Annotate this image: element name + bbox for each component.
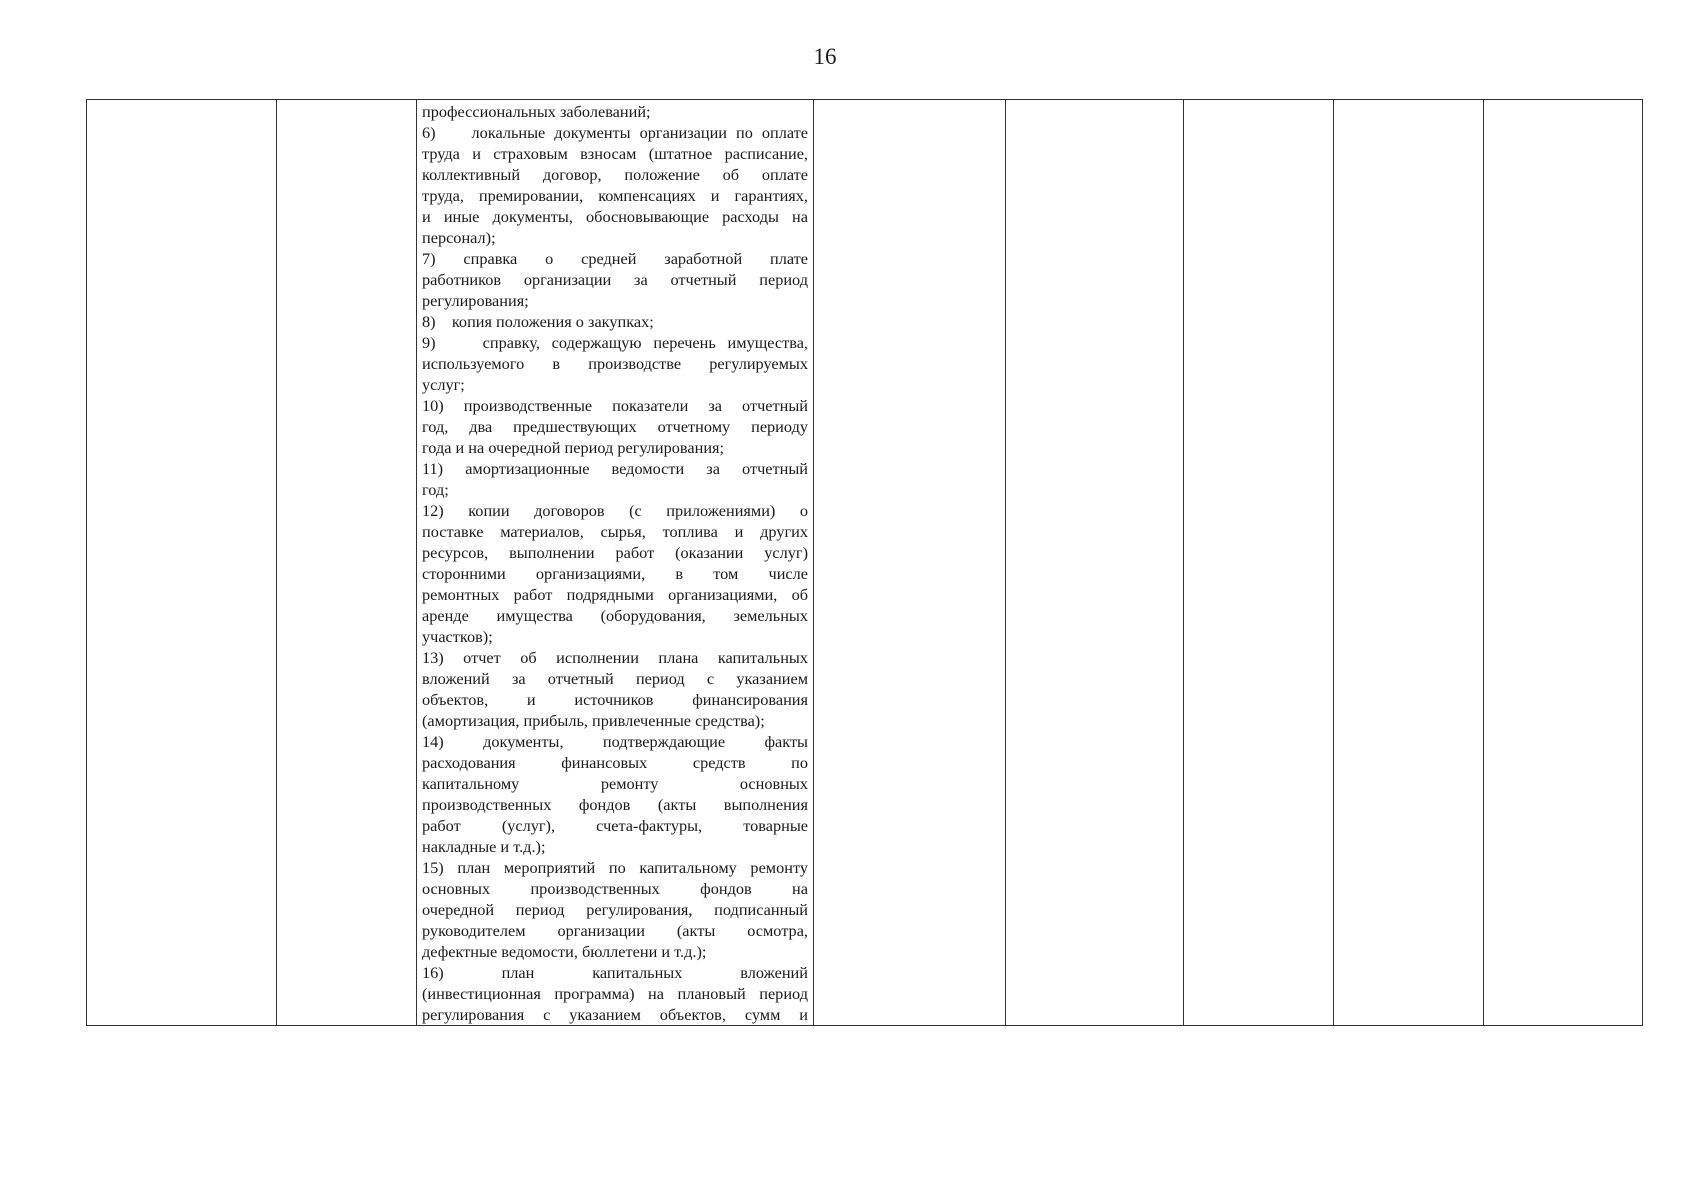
table-cell-4: [814, 100, 1006, 1026]
text-line: 11) амортизационные ведомости за отчетный: [422, 459, 808, 478]
table-cell-7: [1334, 100, 1484, 1026]
text-line: расходования финансовых средств по: [422, 753, 808, 772]
text-line: 15) план мероприятий по капитальному ремонту: [422, 858, 808, 877]
table-cell-5: [1006, 100, 1184, 1026]
table-cell-2: [277, 100, 417, 1026]
document-list-cell: [417, 100, 814, 1026]
text-line: руководителем организации (акты осмотра,: [422, 921, 808, 940]
text-line: коллективный договор, положение об оплате: [422, 165, 808, 184]
text-line: услуг;: [422, 375, 465, 394]
table-row: [87, 100, 1643, 1026]
text-line: вложений за отчетный период с указанием: [422, 669, 808, 688]
text-line: накладные и т.д.);: [422, 837, 546, 856]
text-line: производственных фондов (акты выполнения: [422, 795, 808, 814]
document-list: [417, 100, 813, 1025]
text-line: 9) справку, содержащую перечень имущества,: [422, 333, 808, 352]
text-line: работников организации за отчетный период: [422, 270, 808, 289]
text-line: сторонними организациями, в том числе: [422, 564, 808, 583]
text-line: поставке материалов, сырья, топлива и других: [422, 522, 808, 541]
text-line: персонал);: [422, 228, 496, 247]
table-cell-1: [87, 100, 277, 1026]
text-line: год;: [422, 480, 449, 499]
text-line: основных производственных фондов на: [422, 879, 808, 898]
text-line: аренде имущества (оборудования, земельных: [422, 606, 808, 625]
text-line: регулирования с указанием объектов, сумм и: [422, 1005, 808, 1024]
text-line: год, два предшествующих отчетному периоду: [422, 417, 808, 436]
text-line: труда и страховым взносам (штатное расписание,: [422, 144, 808, 163]
table-cell-6: [1184, 100, 1334, 1026]
text-line: 10) производственные показатели за отчетный: [422, 396, 808, 415]
document-table: [86, 99, 1643, 1026]
text-line: 16) план капитальных вложений: [422, 963, 808, 982]
text-line: труда, премировании, компенсациях и гарантиях,: [422, 186, 808, 205]
text-line: 12) копии договоров (с приложениями) о: [422, 501, 808, 520]
text-line: 13) отчет об исполнении плана капитальных: [422, 648, 808, 667]
text-line: 6) локальные документы организации по оплате: [422, 123, 808, 142]
page-number: 16: [813, 44, 837, 69]
text-line: 8) копия положения о закупках;: [422, 312, 654, 331]
text-line: года и на очередной период регулирования;: [422, 438, 725, 457]
text-line: профессиональных заболеваний;: [422, 102, 651, 121]
text-line: (амортизация, прибыль, привлеченные средства);: [422, 711, 765, 730]
text-line: объектов, и источников финансирования: [422, 690, 808, 709]
text-line: используемого в производстве регулируемых: [422, 354, 808, 373]
text-line: участков);: [422, 627, 493, 646]
text-line: регулирования;: [422, 291, 529, 310]
text-line: очередной период регулирования, подписанный: [422, 900, 808, 919]
text-line: 14) документы, подтверждающие факты: [422, 732, 808, 751]
text-line: ресурсов, выполнении работ (оказании услуг): [422, 543, 808, 562]
text-line: 7) справка о средней заработной плате: [422, 249, 808, 268]
text-line: капитальному ремонту основных: [422, 774, 808, 793]
text-line: и иные документы, обосновывающие расходы на: [422, 207, 808, 226]
text-line: дефектные ведомости, бюллетени и т.д.);: [422, 942, 707, 961]
text-line: (инвестиционная программа) на плановый период: [422, 984, 808, 1003]
text-line: ремонтных работ подрядными организациями, об: [422, 585, 808, 604]
text-line: работ (услуг), счета-фактуры, товарные: [422, 816, 808, 835]
table-cell-8: [1484, 100, 1643, 1026]
